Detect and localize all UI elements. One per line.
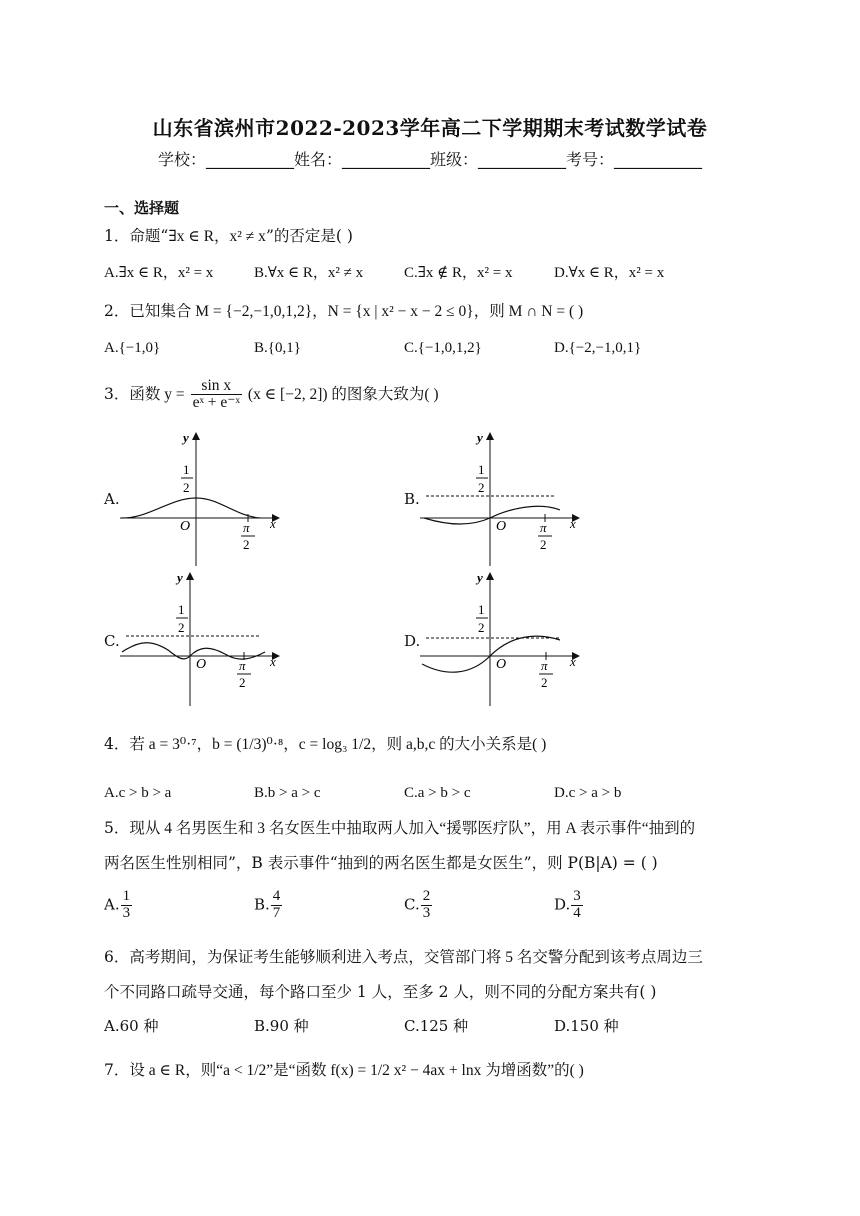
option-a: A.c > b > a (104, 785, 172, 801)
option-b: B.90 种 (254, 1017, 309, 1035)
question-text: ”的否定是( ) (265, 227, 353, 245)
option-a: A. $\frac{1}{3}$ (104, 888, 131, 921)
question-text: 函数 y = (129, 385, 185, 403)
x-axis-label: x (270, 654, 276, 669)
question-text: 已知集合 M = {−2,−1,0,1,2}，N = {x | x² − x − 2 ≤ 0}，则 M ∩ N = ( ) (129, 303, 584, 320)
question-text: 设 a ∈ R，则“a < 1/2”是“函数 f(x) = 1/2 x² − 4ax + lnx 为增函数”的( ) (129, 1062, 584, 1079)
origin-label: O (496, 657, 507, 672)
option-c: C.∃x ∉ R，x² = x (404, 265, 513, 281)
option-a: A.60 种 (104, 1017, 159, 1035)
option-d: D. $\frac{3}{4}$ (554, 888, 581, 921)
pi-label: π (541, 658, 548, 673)
question-7 (104, 1058, 584, 1080)
question-number: 3． (104, 384, 130, 403)
option-b: B.{0,1} (254, 340, 301, 356)
graph-label-c: C. (104, 632, 120, 650)
question-number: 5． (104, 819, 130, 837)
x-axis-label: x (570, 516, 576, 531)
y-axis-label: y (183, 430, 189, 445)
half-denominator: 2 (478, 480, 485, 495)
question-4 (104, 732, 546, 754)
half-denominator: 2 (183, 480, 190, 495)
question-5-line-2: 两名医生性别相同”，B 表示事件“抽到的两名医生都是女医生”，则 P(B|A) = ( ) (104, 854, 658, 872)
option-c: C.a > b > c (404, 785, 471, 801)
function-fraction: $\frac{\text{sin x}}{\text{eˣ + e⁻ˣ}}$ (192, 377, 240, 412)
option-c: C.{−1,0,1,2} (404, 340, 482, 356)
graph-a (110, 428, 410, 568)
option-c: C.125 种 (404, 1017, 469, 1035)
question-text: 现从 4 名男医生和 3 名女医生中抽取两人加入“援鄂医疗队”，用 A 表示事件“抽到的 (129, 820, 696, 837)
question-3 (104, 378, 439, 412)
option-a: A.{−1,0} (104, 340, 161, 356)
pi-denominator: 2 (540, 537, 547, 552)
section-heading-choice: 一、选择题 (104, 199, 180, 217)
question-text: (x ∈ [−2, 2]) 的图象大致为( ) (247, 385, 439, 403)
half-numerator: 1 (183, 462, 190, 477)
graph-d (410, 568, 710, 708)
half-numerator: 1 (478, 602, 485, 617)
origin-label: O (196, 657, 207, 672)
graph-label-b: B. (404, 490, 420, 508)
question-5-line-1 (104, 816, 695, 838)
half-denominator: 2 (178, 620, 185, 635)
option-b: B. $\frac{4}{7}$ (254, 888, 281, 921)
x-axis-label: x (270, 516, 276, 531)
question-number: 6． (104, 948, 130, 966)
graph-b (410, 428, 710, 568)
pi-label: π (243, 520, 250, 535)
question-text: 命题“ (129, 227, 169, 245)
pi-denominator: 2 (239, 675, 246, 690)
question-1 (104, 224, 353, 246)
question-number: 4． (104, 735, 130, 753)
question-6-line-2: 个不同路口疏导交通，每个路口至少 1 人，至多 2 人，则不同的分配方案共有( ) (104, 983, 657, 1001)
y-axis-label: y (177, 570, 183, 585)
option-d: D.∀x ∈ R，x² = x (554, 265, 665, 281)
pi-label: π (540, 520, 547, 535)
question-text: 若 a = 3⁰·⁷，b = (1/3)⁰·⁸，c = log₃ 1/2，则 a,b,c 的大小关系是( ) (129, 736, 547, 753)
half-denominator: 2 (478, 620, 485, 635)
origin-label: O (180, 519, 191, 534)
pi-denominator: 2 (243, 537, 250, 552)
pi-denominator: 2 (541, 675, 548, 690)
question-number: 7． (104, 1061, 130, 1079)
x-axis-label: x (570, 654, 576, 669)
option-d: D.150 种 (554, 1017, 619, 1035)
exam-title: 山东省滨州市2022-2023学年高二下学期期末考试数学试卷 (152, 116, 708, 140)
option-a: A.∃x ∈ R，x² = x (104, 265, 214, 281)
question-number: 1． (104, 227, 130, 245)
option-b: B.∀x ∈ R，x² ≠ x (254, 265, 364, 281)
question-text: 高考期间，为保证考生能够顺利进入考点，交管部门将 5 名交警分配到该考点周边三 (129, 949, 703, 966)
graph-c (110, 568, 410, 708)
question-2 (104, 299, 583, 321)
question-expression: ∃x ∈ R，x² ≠ x (168, 228, 266, 245)
option-b: B.b > a > c (254, 785, 321, 801)
graph-label-d: D. (404, 632, 421, 650)
student-info-line: 学校：___________姓名：___________班级：___________考号：___________ (157, 150, 702, 169)
origin-label: O (496, 519, 507, 534)
question-6-line-1 (104, 945, 703, 967)
half-numerator: 1 (178, 602, 185, 617)
question-number: 2． (104, 302, 130, 320)
option-c: C. $\frac{2}{3}$ (404, 888, 431, 921)
option-d: D.c > a > b (554, 785, 622, 801)
y-axis-label: y (477, 430, 483, 445)
half-numerator: 1 (478, 462, 485, 477)
graph-label-a: A. (104, 490, 120, 508)
option-d: D.{−2,−1,0,1} (554, 340, 642, 356)
y-axis-label: y (477, 570, 483, 585)
pi-label: π (239, 658, 246, 673)
